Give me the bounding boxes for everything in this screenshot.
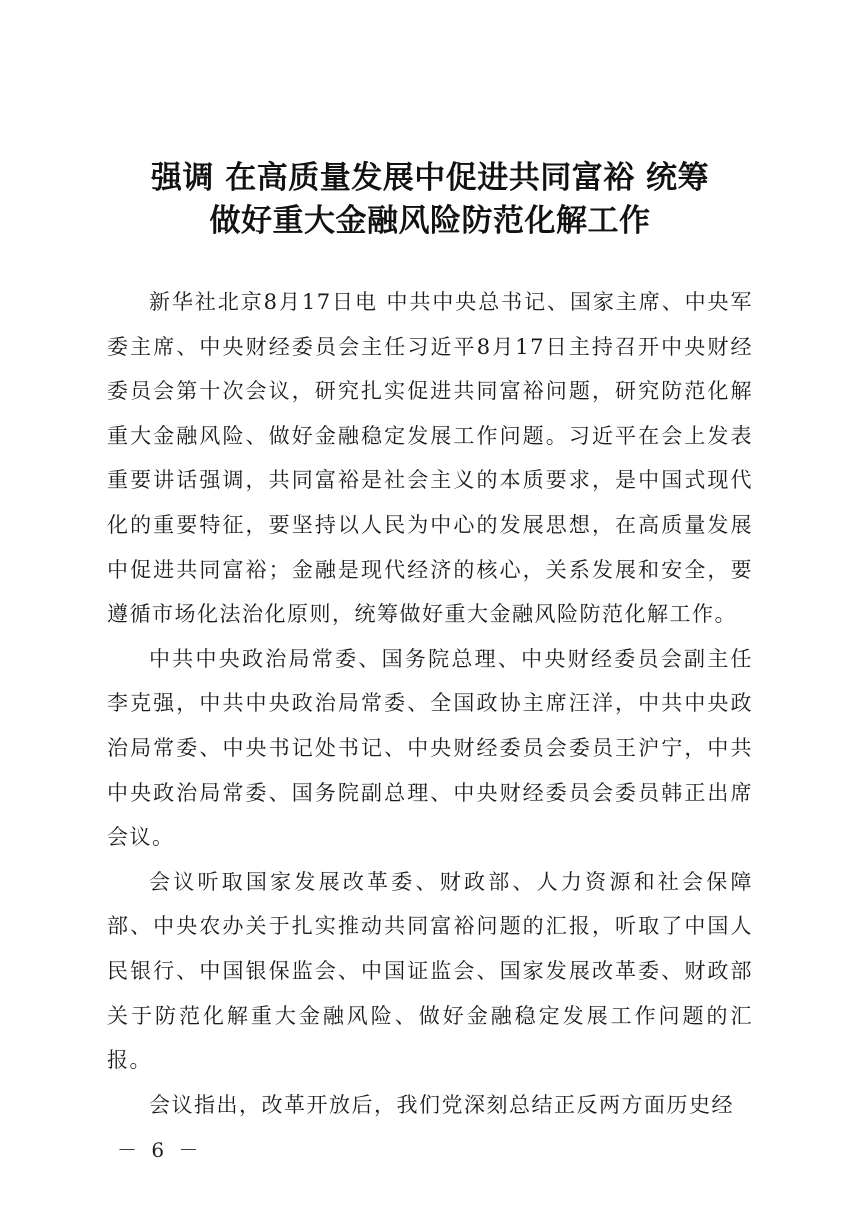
title-line-1: 强调 在高质量发展中促进共同富裕 统筹 (150, 160, 710, 196)
paragraph: 会议指出，改革开放后，我们党深刻总结正反两方面历史经 (149, 1092, 734, 1117)
paragraph: 会议听取国家发展改革委、财政部、人力资源和社会保障部、中央农办关于扎实推动共同富裕问题的汇报，听取了中国人民银行、中国银保监会、中国证监会、国家发展改革委、财政部关于防范化解重大金融风险、做好金融稳定发展工作问题的汇报。 (107, 869, 753, 1073)
paragraph: 中共中央政治局常委、国务院总理、中央财经委员会副主任李克强，中共中央政治局常委、全国政协主席汪洋，中共中央政治局常委、中央书记处书记、中央财经委员会委员王沪宁，中共中央政治局常委、国务院副总理、中央财经委员会委员韩正出席会议。 (107, 646, 753, 850)
page-number: － 6 － (117, 1138, 203, 1162)
paragraph: 新华社北京8月17日电 中共中央总书记、国家主席、中央军委主席、中央财经委员会主任习近平8月17日主持召开中央财经委员会第十次会议，研究扎实促进共同富裕问题，研究防范化解重大金融风险、做好金融稳定发展工作问题。习近平在会上发表重要讲话强调，共同富裕是社会主义的本质要求，是中国式现代化的重要特征，要坚持以人民为中心的发展思想，在高质量发展中促进共同富裕；金融是现代经济的核心，关系发展和安全，要遵循市场化法治化原则，统筹做好重大金融风险防范化解工作。 (107, 290, 753, 627)
article-body (107, 280, 753, 1127)
title-line-2: 做好重大金融风险防范化解工作 (209, 203, 651, 239)
